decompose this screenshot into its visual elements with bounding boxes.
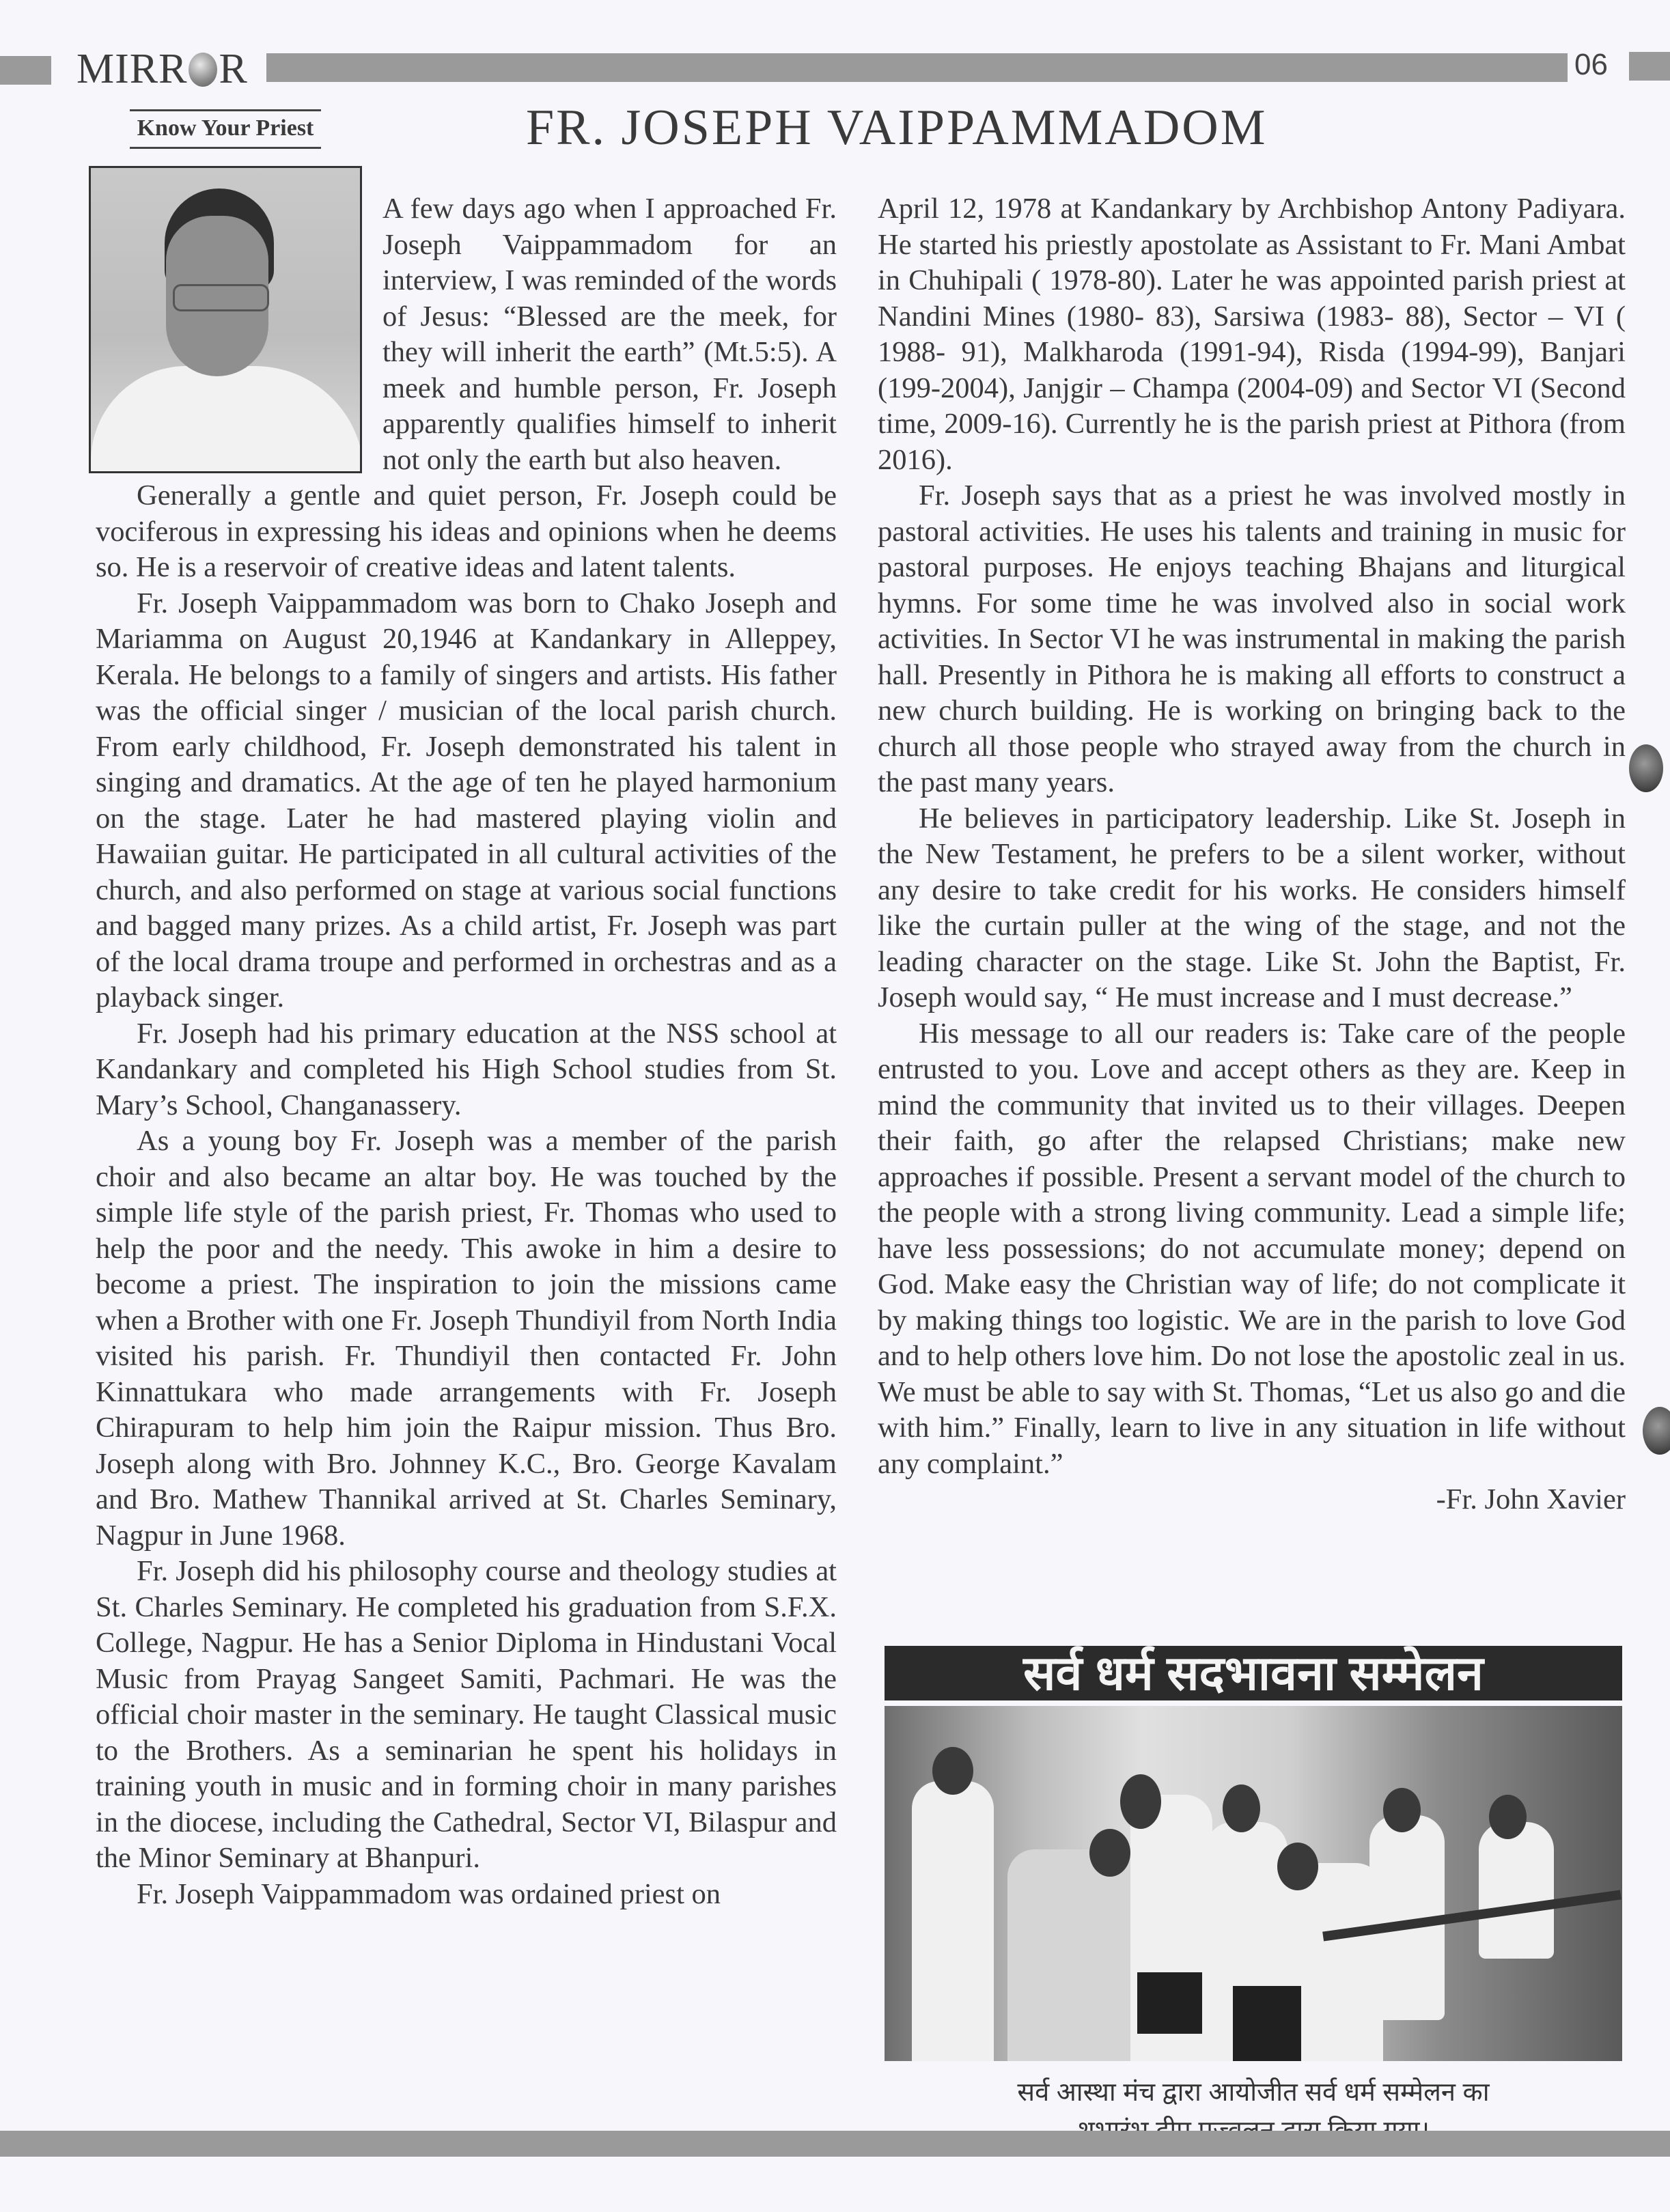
page-number: 06 xyxy=(1574,48,1608,81)
section-label: Know Your Priest xyxy=(130,109,321,149)
header-band-right xyxy=(1629,52,1670,81)
logo-text-suffix: R xyxy=(219,46,248,92)
binder-hole-icon xyxy=(1643,1407,1670,1455)
header-band-center xyxy=(266,53,1568,82)
article-paragraph: Fr. Joseph Vaippammadom was ordained priest on xyxy=(137,1877,721,1910)
magazine-logo xyxy=(76,45,248,94)
photo-head xyxy=(1089,1829,1130,1877)
photo-head xyxy=(1223,1784,1260,1832)
article-paragraph: Fr. Joseph had his primary education at the NSS school at Kandankary and completed his High School studies from St. Mary’s School, Changanassery. xyxy=(96,1017,837,1121)
article-paragraph: As a young boy Fr. Joseph was a member of the parish choir and also became an altar boy. He was touched by the simple life style of the parish priest, Fr. Thomas who used to help the poor and the needy. This awoke in him a desire to become a priest. The inspiration to join the missions came when a Brother with one Fr. Joseph Thundiyil from North India visited his parish. Fr. Thundiyil then contacted Fr. John Kinnattukara who made arrangements with Fr. Joseph Chirapuram to help him join the Raipur mission. Thus Bro. Joseph along with Bro. Johnney K.C., Bro. George Kavalam and Bro. Mathew Thannikal arrived at St. Charles Seminary, Nagpur in June 1968. xyxy=(96,1125,837,1552)
binder-hole-icon xyxy=(1629,744,1663,792)
clipping-headline: सर्व धर्म सदभावना सम्मेलन xyxy=(885,1646,1622,1700)
photo-head xyxy=(1277,1843,1318,1890)
photo-head xyxy=(932,1747,973,1795)
intro-paragraph: A few days ago when I approached Fr. Joseph Vaippammadom for an interview, I was reminded of the words of Jesus: “Blessed are the meek, for they will inherit the earth” (Mt.5:5). A meek and humble person, Fr. Joseph apparently qualifies himself to inherit not only the earth but also heaven. xyxy=(382,193,837,476)
article-paragraph: Fr. Joseph did his philosophy course and theology studies at St. Charles Seminary. He completed his graduation from S.F.X. College, Nagpur. He has a Senior Diploma in Hindustani Vocal Music from Prayag Sangeet Samiti, Pachmari. He was the official choir master in the seminary. He taught Classical music to the Brothers. As a seminarian he spent his holidays in training youth in music and in forming choir in many parishes in the diocese, including the Cathedral, Sector VI, Bilaspur and the Minor Seminary at Bhanpuri. xyxy=(96,1555,837,1874)
camera-icon xyxy=(1233,1986,1301,2061)
article-left-column xyxy=(96,191,837,1912)
photo-head xyxy=(1120,1774,1161,1829)
photo-figure xyxy=(1479,1822,1554,1959)
article-paragraph: Fr. Joseph Vaippammadom was born to Chako Joseph and Mariamma on August 20,1946 at Kandankary in Alleppey, Kerala. He belongs to a family of singers and artists. His father was the official singer / musician of the local parish church. From early childhood, Fr. Joseph demonstrated his talent in singing and dramatics. At the age of ten he played harmonium on the stage. Later he had mastered playing violin and Hawaiian guitar. He participated in all cultural activities of the church, and also performed on stage at various social functions and bagged many prizes. As a child artist, Fr. Joseph was part of the local drama troupe and performed in orchestras and as a playback singer. xyxy=(96,587,837,1013)
caption-line: सर्व आस्था मंच द्वारा आयोजीत सर्व धर्म सम्मेलन का xyxy=(1017,2078,1490,2107)
news-clipping xyxy=(885,1646,1622,2150)
camera-icon xyxy=(1137,1972,1202,2034)
author-signature: -Fr. John Xavier xyxy=(1436,1483,1626,1515)
article-right-column xyxy=(878,191,1626,1518)
photo-head xyxy=(1489,1795,1527,1839)
header-band-left xyxy=(0,56,51,85)
continued-paragraph: April 12, 1978 at Kandankary by Archbishop Antony Padiyara. He started his priestly apostolate as Assistant to Fr. Mani Ambat in Chuhipali ( 1978-80). Later he was appointed parish priest at Nandini Mines (1980- 83), Sarsiwa (1983- 88), Sector – VI ( 1988- 91), Malkharoda (1991-94), Risda (1994-99), Banjari (199-2004), Janjgir – Champa (2004-09) and Sector VI (Second time, 2009-16). Currently he is the parish priest at Pithora (from 2016). xyxy=(878,193,1626,476)
logo-text-prefix: MIRR xyxy=(76,46,188,92)
article-paragraph: His message to all our readers is: Take care of the people entrusted to you. Love and accept others as they are. Keep in mind the community that invited us to their villages. Deepen their faith, go after the relapsed Christians; make new approaches if possible. Present a servant model of the church to the people with a strong living community. Lead a simple life; have less possessions; do not accumulate money; depend on God. Make easy the Christian way of life; do not complicate it by making things too logistic. We are in the parish to love God and to help others love him. Do not lose the apostolic zeal in us. We must be able to say with St. Thomas, “Let us also go and die with him.” Finally, learn to live in any situation in life without any complaint.” xyxy=(878,1017,1626,1480)
article-paragraph: He believes in participatory leadership. Like St. Joseph in the New Testament, he prefers to be a silent worker, without any desire to take credit for his works. He considers himself like the curtain puller at the wing of the stage, and not the leading character on the stage. Like St. John the Baptist, Fr. Joseph would say, “ He must increase and I must decrease.” xyxy=(878,802,1626,1013)
footer-band xyxy=(0,2131,1670,2157)
photo-figure xyxy=(912,1781,994,2061)
article-paragraph: Fr. Joseph says that as a priest he was involved mostly in pastoral activities. He uses his talents and training in music for pastoral purposes. He enjoys teaching Bhajans and liturgical hymns. For some time he was involved also in social work activities. In Sector VI he was instrumental in making the parish hall. Presently in Pithora he is making all efforts to construct a new church building. He is working on bringing back to the church all those people who strayed away from the church in the past many years. xyxy=(878,479,1626,798)
globe-icon xyxy=(189,53,217,87)
clipping-photo xyxy=(885,1706,1622,2061)
article-title: FR. JOSEPH VAIPPAMMADOM xyxy=(526,100,1268,156)
photo-figure xyxy=(1007,1849,1144,2061)
photo-head xyxy=(1383,1788,1421,1832)
article-paragraph: Generally a gentle and quiet person, Fr. Joseph could be vociferous in expressing his ideas and opinions when he deems so. He is a reservoir of creative ideas and latent talents. xyxy=(96,479,837,583)
